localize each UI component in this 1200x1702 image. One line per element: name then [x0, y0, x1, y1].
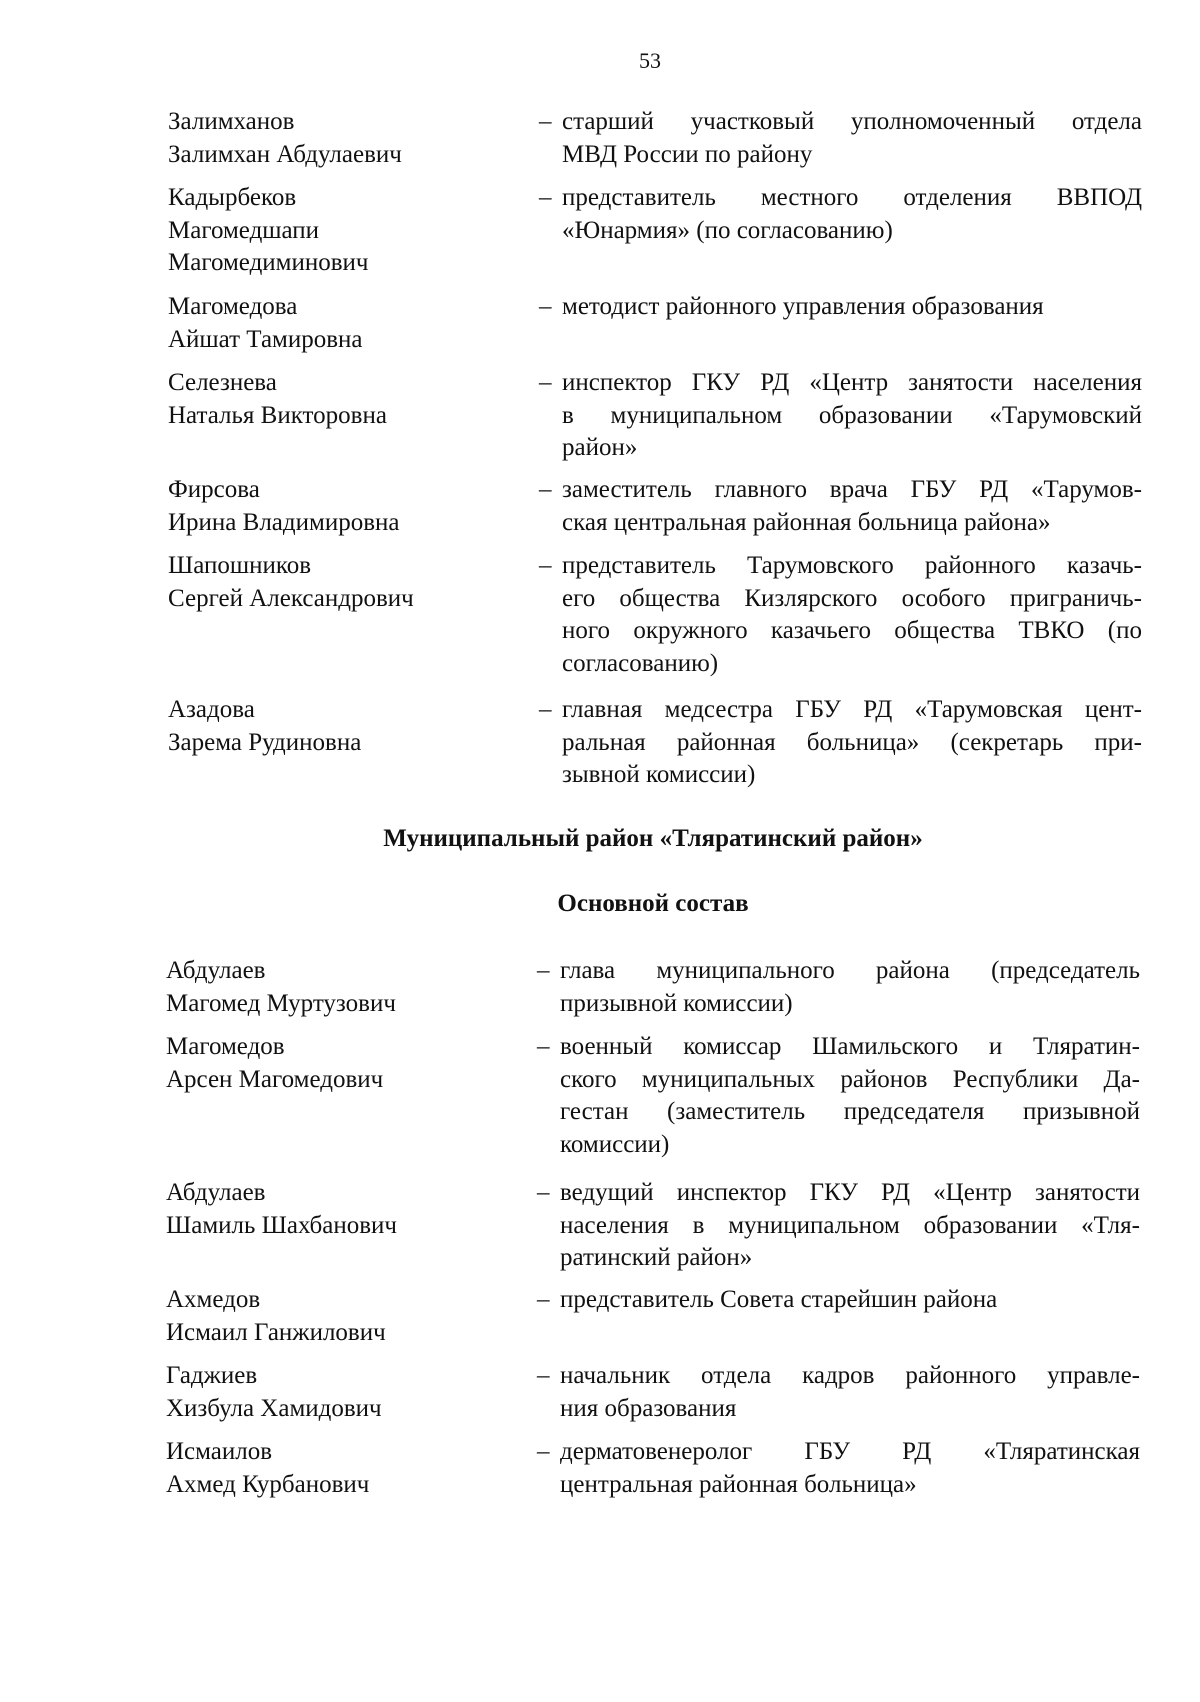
member-name — [168, 367, 528, 432]
member-name-line: Залимханов — [168, 108, 295, 135]
position-line: в муниципальном образовании «Тарумовский — [562, 401, 1142, 429]
member-name-line: Магомедиминович — [168, 249, 369, 276]
member-name-line: Магомедов — [166, 1033, 285, 1060]
member-name — [166, 1031, 526, 1096]
position-line: «Юнармия» (по согласованию) — [562, 216, 893, 244]
page-number: 53 — [639, 48, 661, 73]
position-line: ская центральная районная больница района» — [562, 508, 1051, 536]
member-position — [560, 955, 1140, 1020]
position-line: методист районного управления образования — [562, 293, 1044, 320]
position-line: ратинский район» — [560, 1244, 753, 1271]
member-name-line: Наталья Викторовна — [168, 401, 387, 429]
member-name — [168, 694, 528, 759]
position-line: МВД России по району — [562, 140, 813, 168]
position-line: зывной комиссии) — [562, 761, 756, 788]
member-name-line: Магомедова — [168, 293, 298, 320]
position-line: призывной комиссии) — [560, 989, 793, 1017]
dash-separator: – — [537, 1179, 550, 1206]
member-name-line: Ахмедов — [166, 1286, 261, 1313]
member-position — [562, 694, 1142, 792]
member-position — [562, 106, 1142, 171]
dash-separator: – — [539, 108, 552, 135]
member-name-line: Магомед Муртузович — [166, 989, 396, 1017]
position-line: ского муниципальных районов Республики Да- — [560, 1065, 1140, 1093]
position-line: дерматовенеролог ГБУ РД «Тляратинская — [560, 1438, 1140, 1465]
district-heading: Муниципальный район «Тляратинский район» — [383, 825, 923, 852]
dash-separator: – — [539, 184, 552, 211]
member-position — [562, 367, 1142, 465]
member-name — [168, 474, 528, 539]
member-name — [166, 955, 526, 1020]
dash-separator: – — [537, 1362, 550, 1389]
position-line: согласованию) — [562, 649, 719, 677]
position-line: старший участковый уполномоченный отдела — [562, 108, 1142, 135]
member-name-line: Абдулаев — [166, 957, 266, 984]
member-name-line: Арсен Магомедович — [166, 1065, 384, 1093]
member-name-line: Зарема Рудиновна — [168, 728, 362, 756]
member-position — [560, 1177, 1140, 1275]
member-name — [166, 1360, 526, 1425]
position-line: ния образования — [560, 1394, 737, 1422]
position-line: представитель местного отделения ВВПОД — [562, 184, 1142, 211]
member-position — [560, 1436, 1140, 1501]
member-position — [562, 182, 1142, 247]
member-name-line: Азадова — [168, 696, 255, 723]
member-name-line: Айшат Тамировна — [168, 325, 363, 353]
position-line: заместитель главного врача ГБУ РД «Тарумов- — [562, 476, 1142, 503]
member-name-line: Исмаилов — [166, 1438, 273, 1465]
member-name-line: Исмаил Ганжилович — [166, 1318, 386, 1346]
member-name-line: Кадырбеков — [168, 184, 297, 211]
member-position — [562, 291, 1142, 324]
member-name-line: Магомедшапи — [168, 216, 320, 244]
member-name — [168, 550, 528, 615]
position-line: представитель Совета старейшин района — [560, 1286, 998, 1313]
position-line: ного окружного казачьего общества ТВКО (по — [562, 617, 1142, 644]
dash-separator: – — [539, 696, 552, 723]
member-name-line: Ирина Владимировна — [168, 508, 400, 536]
position-line: комиссии) — [560, 1130, 670, 1158]
dash-separator: – — [537, 1286, 550, 1313]
member-name-line: Шамиль Шахбанович — [166, 1211, 397, 1239]
position-line: его общества Кизлярского особого приграничь- — [562, 584, 1142, 612]
member-position — [560, 1360, 1140, 1425]
member-name — [168, 182, 528, 280]
dash-separator: – — [537, 1438, 550, 1465]
member-name-line: Абдулаев — [166, 1179, 266, 1206]
position-line: военный комиссар Шамильского и Тляратин- — [560, 1033, 1140, 1060]
member-name — [166, 1177, 526, 1242]
position-line: инспектор ГКУ РД «Центр занятости населения — [562, 369, 1142, 396]
member-name-line: Залимхан Абдулаевич — [168, 140, 402, 168]
composition-heading: Основной состав — [557, 890, 749, 917]
position-line: ведущий инспектор ГКУ РД «Центр занятости — [560, 1179, 1140, 1206]
dash-separator: – — [537, 1033, 550, 1060]
member-name-line: Сергей Александрович — [168, 584, 414, 612]
position-line: район» — [562, 434, 638, 461]
position-line: гестан (заместитель председателя призывной — [560, 1098, 1140, 1125]
member-position — [562, 474, 1142, 539]
member-name — [166, 1284, 526, 1349]
member-name-line: Хизбула Хамидович — [166, 1394, 382, 1422]
member-position — [562, 550, 1142, 680]
member-position — [560, 1284, 1140, 1317]
dash-separator: – — [539, 293, 552, 320]
position-line: центральная районная больница» — [560, 1470, 917, 1498]
position-line: глава муниципального района (председатель — [560, 957, 1140, 984]
member-name-line: Селезнева — [168, 369, 277, 396]
dash-separator: – — [539, 369, 552, 396]
member-name — [168, 106, 528, 171]
position-line: начальник отдела кадров районного управле- — [560, 1362, 1140, 1389]
dash-separator: – — [537, 957, 550, 984]
dash-separator: – — [539, 476, 552, 503]
position-line: представитель Тарумовского районного казачь- — [562, 552, 1142, 579]
member-position — [560, 1031, 1140, 1161]
position-line: главная медсестра ГБУ РД «Тарумовская цент- — [562, 696, 1142, 723]
dash-separator: – — [539, 552, 552, 579]
position-line: населения в муниципальном образовании «Тля- — [560, 1211, 1140, 1239]
member-name-line: Шапошников — [168, 552, 312, 579]
member-name — [166, 1436, 526, 1501]
member-name-line: Ахмед Курбанович — [166, 1470, 370, 1498]
member-name-line: Гаджиев — [166, 1362, 258, 1389]
position-line: ральная районная больница» (секретарь при- — [562, 728, 1142, 756]
member-name-line: Фирсова — [168, 476, 260, 503]
member-name — [168, 291, 528, 356]
